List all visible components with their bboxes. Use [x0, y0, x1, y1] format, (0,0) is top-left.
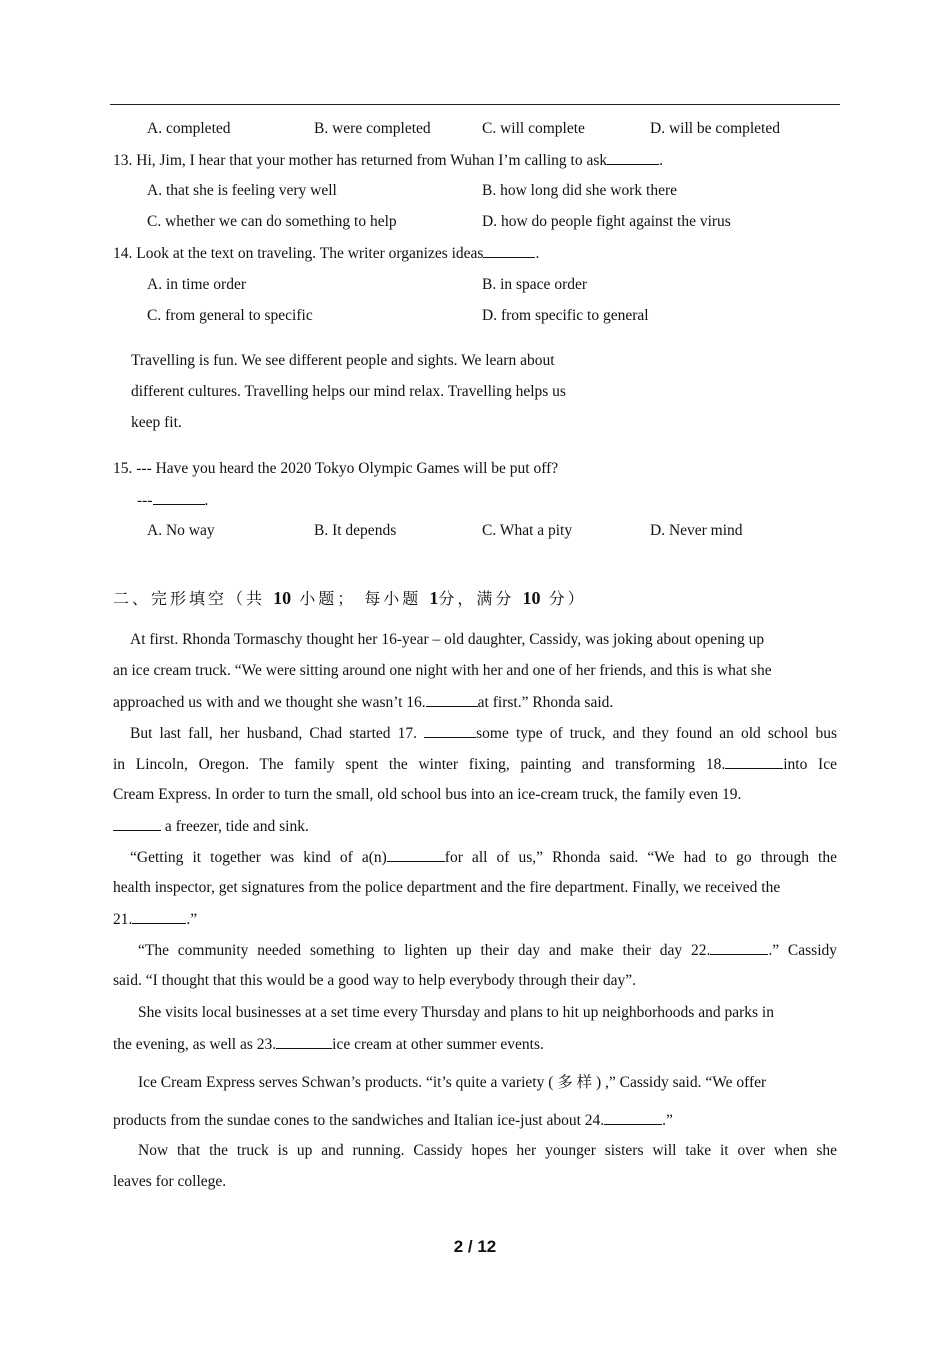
passage-line: “Getting it together was kind of a(n) for all of us,” Rhonda said. “We had to go through the: [130, 849, 837, 866]
q15-answer-line: --- .: [137, 492, 209, 509]
section-heading: 二、完形填空（共 10 小题； 每小题 1分，满分 10 分）: [113, 588, 587, 608]
reading-line: different cultures. Travelling helps our mind relax. Travelling helps us: [131, 383, 566, 400]
blank-24: [604, 1110, 662, 1125]
q14-option-a: A. in time order: [147, 276, 247, 293]
passage-line: She visits local businesses at a set time every Thursday and plans to hit up neighborhoods and parks in: [138, 1004, 774, 1021]
q15-option-d: D. Never mind: [650, 522, 743, 539]
q14-option-c: C. from general to specific: [147, 307, 313, 324]
q12-option-d: D. will be completed: [650, 120, 780, 137]
q15-option-c: C. What a pity: [482, 522, 573, 539]
passage-line: At first. Rhonda Tormaschy thought her 16-year – old daughter, Cassidy, was joking about opening up: [130, 631, 765, 648]
blank-18: [725, 754, 783, 769]
q15-stem: 15. --- Have you heard the 2020 Tokyo Olympic Games will be put off?: [113, 460, 559, 477]
q12-option-a: A. completed: [147, 120, 231, 137]
blank-23: [276, 1034, 332, 1049]
passage-line: said. “I thought that this would be a good way to help everybody through their day”.: [113, 972, 637, 989]
blank-17: [424, 723, 476, 738]
passage-line: an ice cream truck. “We were sitting around one night with her and one of her friends, and this is what she: [113, 662, 772, 679]
q15-option-b: B. It depends: [314, 522, 397, 539]
q14-stem: 14. Look at the text on traveling. The writer organizes ideas .: [113, 245, 540, 262]
passage-line: health inspector, get signatures from the police department and the fire department. Finally, we received the: [113, 879, 781, 896]
answer-blank: [607, 150, 659, 165]
blank-20: [387, 847, 445, 862]
passage-line: the evening, as well as 23. ice cream at other summer events.: [113, 1036, 544, 1053]
blank-21: [132, 909, 186, 924]
q12-option-b: B. were completed: [314, 120, 431, 137]
q13-option-d: D. how do people fight against the virus: [482, 213, 731, 230]
q13-option-a: A. that she is feeling very well: [147, 182, 337, 199]
header-rule: [110, 104, 840, 105]
answer-blank: [153, 490, 205, 505]
passage-line: But last fall, her husband, Chad started 17. some type of truck, and they found an old school bus: [130, 725, 838, 742]
blank-19: [113, 816, 161, 831]
passage-line: Ice Cream Express serves Schwan’s products. “it’s quite a variety ( 多 样 ) ,” Cassidy said. “We offer: [138, 1074, 767, 1091]
page-number: 2 / 12: [453, 1237, 497, 1256]
q13-stem: 13. Hi, Jim, I hear that your mother has returned from Wuhan I’m calling to ask .: [113, 152, 663, 169]
blank-22: [710, 940, 768, 955]
answer-blank: [483, 243, 535, 258]
q14-option-b: B. in space order: [482, 276, 588, 293]
passage-line: approached us with and we thought she wasn’t 16. at first.” Rhonda said.: [113, 694, 614, 711]
passage-line: a freezer, tide and sink.: [113, 816, 309, 837]
passage-line: leaves for college.: [113, 1173, 227, 1190]
q12-option-c: C. will complete: [482, 120, 585, 137]
passage-line: Cream Express. In order to turn the small, old school bus into an ice-cream truck, the family even 19.: [113, 786, 742, 803]
passage-line: “The community needed something to lighten up their day and make their day 22. .” Cassidy: [138, 942, 838, 959]
reading-line: keep fit.: [131, 414, 182, 431]
q15-option-a: A. No way: [147, 522, 215, 539]
passage-line: in Lincoln, Oregon. The family spent the winter fixing, painting and transforming 18. into Ice: [113, 756, 837, 773]
q14-option-d: D. from specific to general: [482, 307, 649, 324]
passage-line: 21. .”: [113, 911, 198, 928]
q13-option-b: B. how long did she work there: [482, 182, 678, 199]
passage-line: Now that the truck is up and running. Cassidy hopes her younger sisters will take it over when she: [138, 1142, 837, 1159]
q13-option-c: C. whether we can do something to help: [147, 213, 397, 230]
reading-line: Travelling is fun. We see different people and sights. We learn about: [131, 352, 555, 369]
passage-line: products from the sundae cones to the sandwiches and Italian ice-just about 24. .”: [113, 1112, 673, 1129]
blank-16: [426, 692, 478, 707]
